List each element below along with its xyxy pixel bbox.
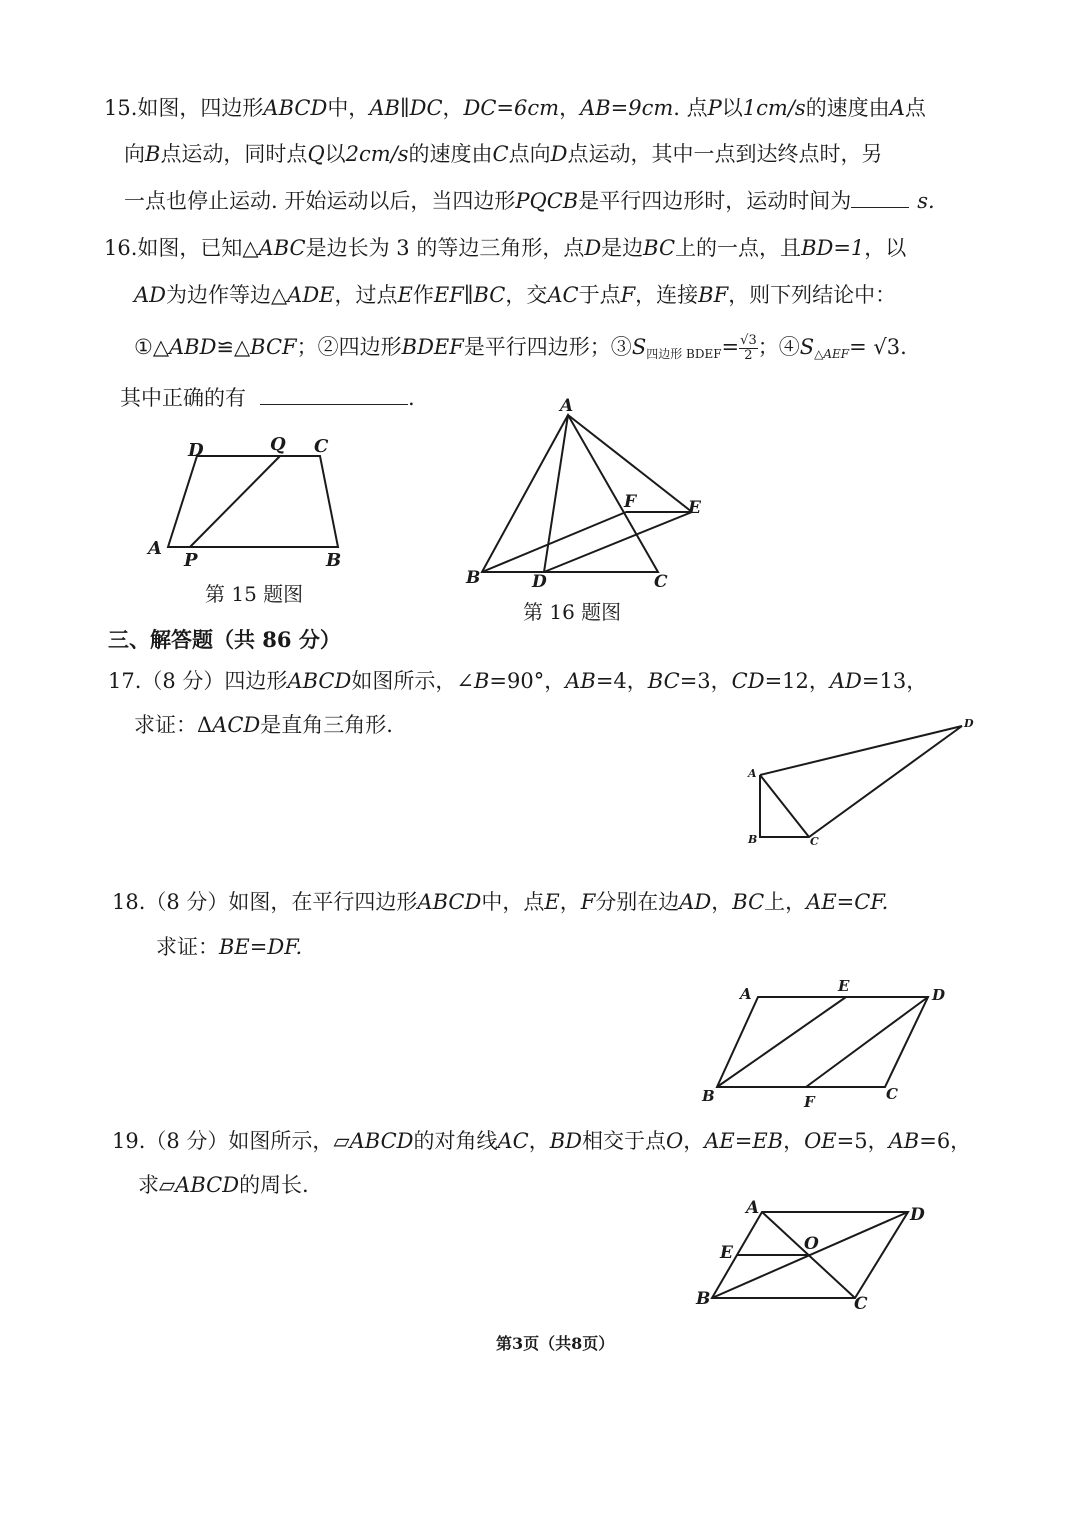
q15-line-2: 向B点运动，同时点Q以2cm/s的速度由C点向D点运动，其中一点到达终点时，另	[124, 142, 883, 166]
label-a: A	[746, 1198, 760, 1218]
figure-16	[460, 395, 720, 595]
figure-17	[742, 712, 982, 852]
section-3-title: 三、解答题（共 86 分）	[108, 627, 341, 652]
label-a: A	[740, 985, 752, 1003]
q17-line-1: 17.（8 分）四边形ABCD如图所示，∠B=90°，AB=4，BC=3，CD=12，AD=13，	[108, 669, 928, 693]
segment-be	[717, 997, 846, 1087]
q17-line-2: 求证：ΔACD是直角三角形.	[134, 713, 393, 737]
label-a: A	[748, 767, 757, 780]
segment-ac	[760, 775, 809, 837]
q18-line-2: 求证：BE=DF.	[156, 935, 303, 959]
label-f: F	[804, 1093, 815, 1111]
label-c: C	[810, 835, 819, 848]
q16-line-4: 其中正确的有 .	[120, 386, 415, 410]
label-c: C	[886, 1085, 898, 1103]
label-d: D	[964, 717, 974, 730]
q15-line-3: 一点也停止运动. 开始运动以后，当四边形PQCB是平行四边形时，运动时间为 s.	[124, 189, 935, 213]
label-b: B	[466, 568, 481, 588]
label-a: A	[148, 538, 162, 559]
label-b: B	[702, 1087, 715, 1105]
label-e: E	[838, 977, 850, 995]
label-d: D	[532, 572, 547, 592]
figure-16-caption: 第 16 题图	[523, 600, 622, 624]
parallelogram-abcd	[717, 997, 928, 1087]
trapezoid-abcd	[168, 456, 338, 547]
segment-df	[806, 997, 928, 1087]
label-p: P	[184, 550, 198, 571]
q16-answer-blank[interactable]	[260, 386, 408, 405]
label-c: C	[654, 572, 668, 592]
figure-15	[140, 430, 360, 570]
q15-line-1: 15.如图，四边形ABCD中，AB∥DC，DC=6cm，AB=9cm. 点P以1cm/s的速度由A点	[104, 96, 926, 120]
label-b: B	[748, 833, 758, 846]
q19-line-2: 求▱ABCD的周长.	[138, 1173, 309, 1197]
q16-line-1: 16.如图，已知△ABC是边长为 3 的等边三角形，点D是边BC上的一点，且BD=1，以	[104, 236, 907, 260]
label-f: F	[624, 492, 637, 512]
q15-answer-blank[interactable]	[851, 189, 909, 208]
label-b: B	[326, 550, 342, 571]
page-number: 第3页（共8页）	[496, 1334, 615, 1353]
figure-19	[690, 1195, 940, 1315]
label-b: B	[696, 1289, 711, 1309]
segment-de	[544, 512, 692, 572]
q16-line-2: AD为边作等边△ADE，过点E作EF∥BC，交AC于点F，连接BF，则下列结论中：	[134, 283, 897, 307]
label-d: D	[188, 440, 204, 461]
label-e: E	[720, 1243, 733, 1263]
figure-15-caption: 第 15 题图	[205, 582, 304, 606]
label-o: O	[804, 1234, 819, 1254]
label-d: D	[910, 1205, 925, 1225]
segment-pq	[190, 456, 280, 547]
label-e: E	[688, 498, 701, 518]
figure-18	[700, 975, 960, 1111]
label-q: Q	[270, 434, 286, 455]
quadrilateral-abcd	[760, 726, 962, 837]
label-d: D	[932, 986, 946, 1004]
sqrt3-over-2-fraction: $\frac{√3}{2}$	[740, 333, 757, 363]
label-a: A	[560, 396, 574, 416]
label-c: C	[854, 1294, 868, 1314]
q16-conclusions: ①△ABD≌△BCF；②四边形BDEF是平行四边形；$③S_{四边形 BDEF}=$ $\frac{√3}{2}$ ；$④S_{\triangle AEF}= √3$.	[134, 333, 907, 363]
q19-line-1: 19.（8 分）如图所示，▱ABCD的对角线AC，BD相交于点O，AE=EB，OE=5，AB=6，	[112, 1129, 972, 1153]
segment-bf	[482, 512, 626, 572]
q18-line-1: 18.（8 分）如图，在平行四边形ABCD中，点E，F分别在边AD，BC上，AE=CF.	[112, 890, 889, 914]
label-c: C	[314, 436, 329, 457]
